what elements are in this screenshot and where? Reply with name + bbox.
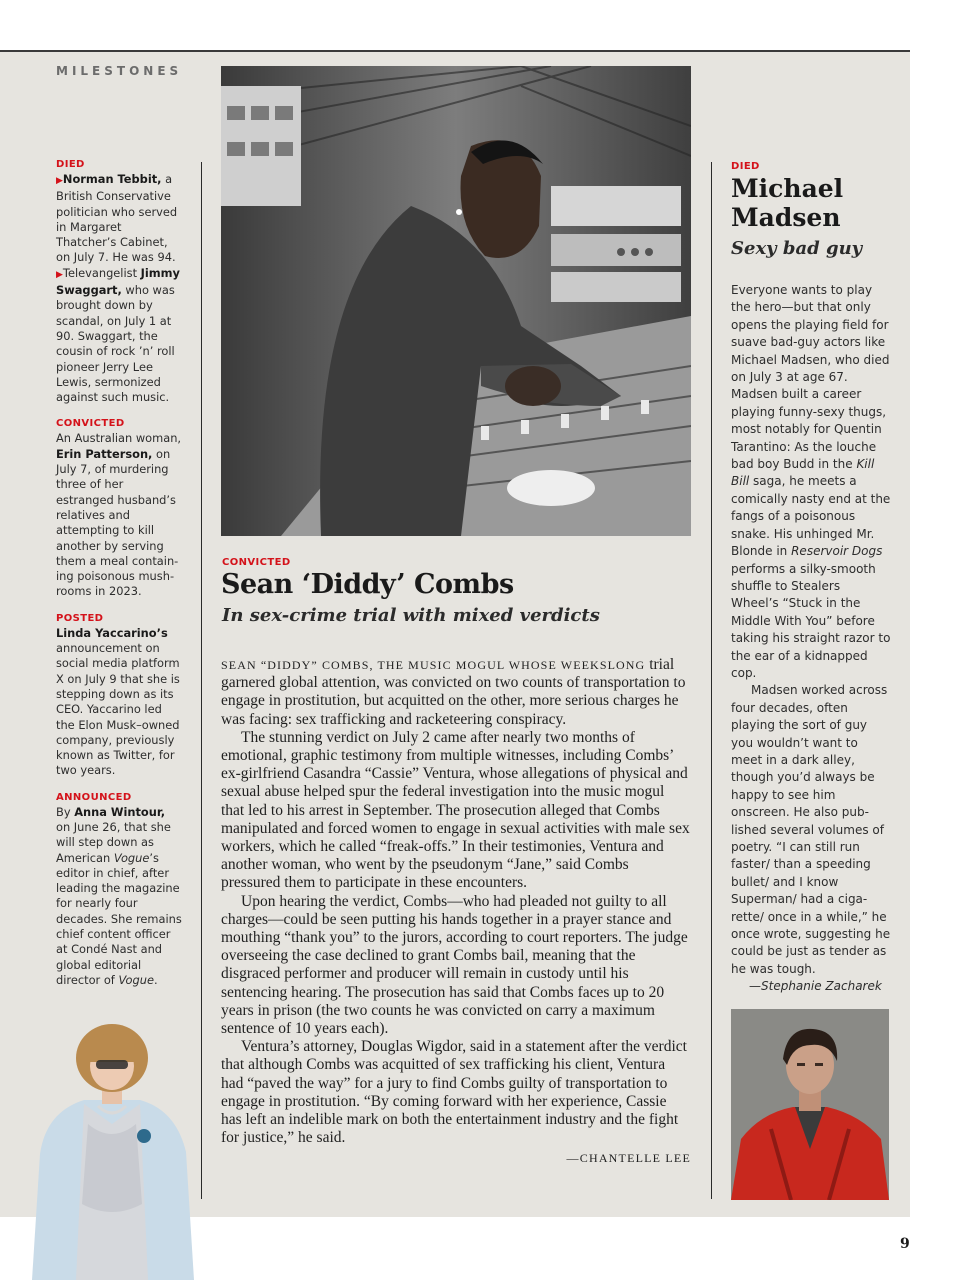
brief-convicted [56, 417, 182, 599]
title-italic: Reservoir Dogs [791, 544, 883, 559]
right-tag: DIED [731, 161, 760, 172]
lead-in-caps: SEAN “DIDDY” COMBS, THE MUSIC MOGUL WHOSE WEEKSLONG [221, 658, 646, 672]
main-headline: Sean ‘Diddy’ Combs [221, 569, 514, 600]
triangle-bullet-icon: ▶ [56, 176, 63, 186]
brief-text: who was brought down by scandal, on July 1 at 90. Swaggart, the cousin of rock ’n’ roll pioneer Jerry Lee Lewis, sermonized against such music. [56, 283, 175, 405]
paragraph-text: Everyone wants to play the hero—but that only opens the playing field for suave bad-guy actors like Michael Madsen, who died on July 3 at age 67. Madsen built a career playing funny-sexy thugs, most notably for Quentin Tarantino: As the louche bad boy Budd in the [731, 283, 890, 472]
right-dek: Sexy bad guy [731, 238, 863, 259]
main-tag: CONVICTED [222, 557, 291, 568]
brief-text: announcement on social media platform X on July 9 that she is stepping down as its CEO. Yaccarino led the Elon Musk–owned company, previously known as Twitter, for two years. [56, 641, 180, 778]
section-label: MILESTONES [56, 64, 183, 78]
brief-text: ’s editor in chief, after leading the magazine for nearly four decades. She remains chief content officer at Condé Nast and global editorial director of [56, 850, 182, 987]
brief-italic: Vogue [118, 972, 154, 987]
brief-tag: DIED [56, 159, 85, 170]
brief-name: Linda Yaccarino’s [56, 625, 168, 640]
paragraph-text: performs a silky-smooth shuffle to Stealers Wheel’s “Stuck in the Middle With You” before taking his straight razor to the ear of a kidnapped cop. [731, 561, 891, 680]
main-paragraph [221, 656, 691, 729]
triangle-bullet-icon: ▶ [56, 269, 63, 280]
title-italic: Kill Bill [731, 457, 875, 489]
brief-name: Erin Patterson, [56, 446, 153, 461]
top-rule [0, 50, 910, 52]
main-paragraph: Upon hearing the verdict, Combs—who had pleaded not guilty to all charges—could be seen putting his hands together in a prayer stance and mouthing “thank you” to the jurors, according to court reporters. The judge overseeing the case declined to grant Combs bail, meaning that the disgraced performer and producer will remain in custody until his sentencing hearing. The prosecution has said that Combs faces up to 20 years in prison (the two counts he was convicted on carry a maximum sentence of 10 years each). [221, 892, 688, 1038]
column-divider-left [201, 162, 202, 1199]
right-headline: Michael Madsen [731, 174, 844, 232]
wintour-photo [26, 1024, 198, 1280]
brief-tag: ANNOUNCED [56, 791, 132, 803]
brief-text: An Australian woman, [56, 431, 182, 446]
brief-name: Norman Tebbit, [62, 172, 162, 186]
brief-text: a British Conservative politician who served in Margaret Thatcher’s Cabinet, on July 7. He was 94. [56, 172, 178, 265]
brief-text: on July 7, of murdering three of her estranged husband’s relatives and attempting to kill another by serving them a meal containing poisonous mushrooms in 2023. [56, 446, 179, 599]
brief-tag: CONVICTED [56, 418, 125, 430]
brief-died [56, 158, 182, 405]
brief-name: Anna Wintour, [74, 804, 166, 819]
brief-announced [56, 791, 182, 989]
brief-text: on June 26, that she will step down as American [56, 819, 171, 865]
main-body [221, 656, 691, 1168]
brief-name: Jimmy Swaggart, [56, 265, 180, 298]
brief-text: . [154, 972, 158, 987]
brief-text: By [56, 804, 75, 819]
column-divider-right [711, 162, 712, 1199]
main-paragraph: The stunning verdict on July 2 came after nearly two months of emotional, graphic testimony from multiple witnesses, including Combs’ ex-girlfriend Casandra “Cassie” Ventura, whose allegations of physical and sexual abuse helped spur the federal investigation into the music mogul that led to his arrest in September. The prosecution alleged that Combs manipulated and forced women to engage in sexual activities with male sex workers, which he called “freak-offs.” In their testimonies, Ventura and another woman, who went by the pseudonym “Jane,” said Combs pressured them to participate in these encounters. [221, 728, 690, 892]
right-body [731, 282, 891, 996]
milestones-briefs [56, 158, 182, 1000]
brief-italic: Vogue [113, 850, 150, 865]
paragraph-text: trial garnered global attention, was convicted on two counts of transportation to engage in prostitution, but acquitted on the other, more serious charges he was facing: sex trafficking and racketeering conspiracy. [221, 656, 686, 728]
page-number: 9 [900, 1236, 910, 1252]
right-paragraph: Madsen worked across four decades, often playing the sort of guy you wouldn’t want to meet in a dark alley, though you’d always be happy to see him onscreen. He also published several volumes of poetry. “I can still run faster/ than a speeding bullet/ and I know Superman/ had a cigarette/ once in a while,” he once wrote, suggesting he could be just as tender as he was tough. [731, 683, 891, 976]
brief-text: Televangelist [62, 265, 141, 280]
madsen-photo [731, 1009, 889, 1200]
main-paragraph: Ventura’s attorney, Douglas Wigdor, said in a statement after the verdict that although Combs was acquitted of sex trafficking his client, Ventura had “paved the way” for a jury to find Combs guilty of transportation to engage in prostitution. “By coming forward with her experience, Cassie has left an indelible mark on both the entertainment industry and the fight for justice,” he said. [221, 1038, 687, 1147]
right-paragraph [731, 282, 891, 682]
paragraph-text: saga, he meets a comically nasty end at the fangs of a poisonous snake. His unhinged Mr. Blonde in [731, 474, 891, 559]
studio-photo [221, 66, 691, 536]
brief-tag: POSTED [56, 612, 104, 624]
right-byline: —Stephanie Zacharek [749, 979, 882, 994]
brief-posted [56, 612, 182, 779]
main-dek: In sex-crime trial with mixed verdicts [222, 605, 600, 626]
main-byline: —CHANTELLE LEE [566, 1151, 691, 1166]
